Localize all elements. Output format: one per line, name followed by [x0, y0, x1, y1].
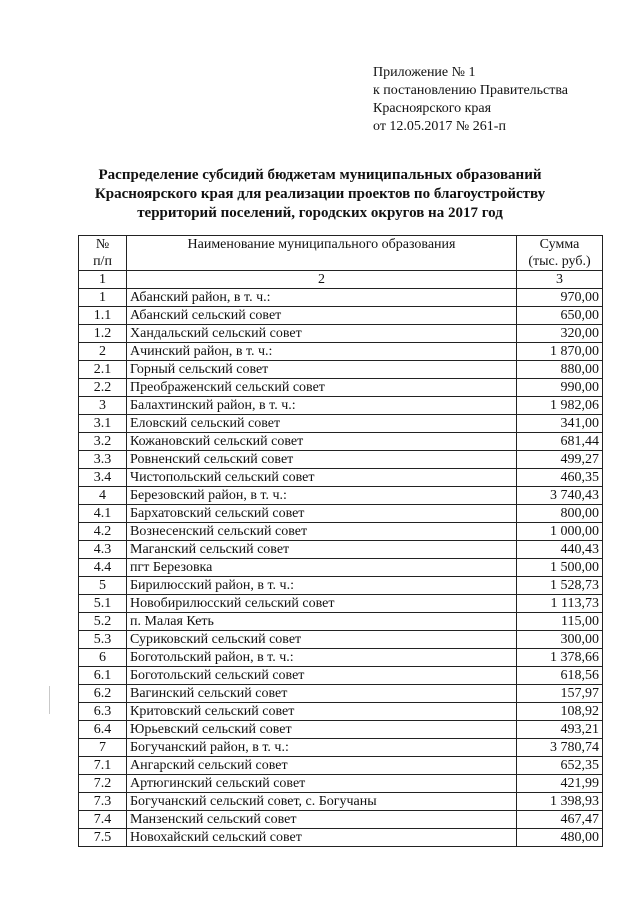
header-sum-line-1: Сумма: [539, 237, 580, 252]
title-line-1: Распределение субсидий бюджетам муниципальных образований: [98, 167, 542, 183]
header-name: Наименование муниципального образования: [127, 236, 517, 271]
row-number: 7.5: [79, 829, 127, 847]
table-row: [79, 703, 603, 721]
table-row: [79, 541, 603, 559]
table-row: [79, 811, 603, 829]
table-header-row: [79, 236, 603, 271]
appendix-resolution-ref: к постановлению Правительства: [373, 83, 569, 98]
table-row: [79, 325, 603, 343]
title-line-2: Красноярского края для реализации проектов по благоустройству: [94, 186, 546, 202]
table-row: [79, 793, 603, 811]
row-name: Балахтинский район, в т. ч.:: [127, 397, 517, 415]
row-name: Боготольский сельский совет: [127, 667, 517, 685]
row-number: 1.2: [79, 325, 127, 343]
table-row: [79, 613, 603, 631]
row-sum: 618,56: [517, 667, 603, 685]
table-row: [79, 829, 603, 847]
row-number: 1: [79, 289, 127, 307]
table-row: [79, 289, 603, 307]
row-name: Березовский район, в т. ч.:: [127, 487, 517, 505]
row-sum: 1 870,00: [517, 343, 603, 361]
row-sum: 3 780,74: [517, 739, 603, 757]
row-name: Кожановский сельский совет: [127, 433, 517, 451]
row-number: 4: [79, 487, 127, 505]
row-sum: 3 740,43: [517, 487, 603, 505]
row-number: 4.1: [79, 505, 127, 523]
row-sum: 681,44: [517, 433, 603, 451]
row-name: Новобирилюсский сельский совет: [127, 595, 517, 613]
table-row: [79, 721, 603, 739]
row-number: 6.1: [79, 667, 127, 685]
row-number: 7: [79, 739, 127, 757]
row-sum: 800,00: [517, 505, 603, 523]
header-number-line-2: п/п: [93, 254, 112, 269]
row-sum: 320,00: [517, 325, 603, 343]
margin-mark: [49, 686, 50, 714]
row-sum: 499,27: [517, 451, 603, 469]
row-sum: 493,21: [517, 721, 603, 739]
row-name: п. Малая Кеть: [127, 613, 517, 631]
table-row: [79, 649, 603, 667]
row-name: Богучанский сельский совет, с. Богучаны: [127, 793, 517, 811]
row-number: 4.4: [79, 559, 127, 577]
row-number: 7.3: [79, 793, 127, 811]
row-name: Ачинский район, в т. ч.:: [127, 343, 517, 361]
table-row: [79, 595, 603, 613]
table-row: [79, 451, 603, 469]
table-row: [79, 739, 603, 757]
row-name: Критовский сельский совет: [127, 703, 517, 721]
row-number: 5: [79, 577, 127, 595]
column-index-2: 2: [127, 271, 517, 289]
row-sum: 1 528,73: [517, 577, 603, 595]
document-title: [60, 166, 580, 223]
row-number: 2.2: [79, 379, 127, 397]
table-row: [79, 415, 603, 433]
row-sum: 1 378,66: [517, 649, 603, 667]
row-number: 2: [79, 343, 127, 361]
appendix-number: Приложение № 1: [373, 65, 476, 80]
row-name: Горный сельский совет: [127, 361, 517, 379]
column-index-3: 3: [517, 271, 603, 289]
table-row: [79, 667, 603, 685]
row-number: 5.2: [79, 613, 127, 631]
table-row: [79, 631, 603, 649]
row-number: 2.1: [79, 361, 127, 379]
row-name: Чистопольский сельский совет: [127, 469, 517, 487]
table-row: [79, 505, 603, 523]
row-number: 1.1: [79, 307, 127, 325]
row-sum: 341,00: [517, 415, 603, 433]
row-sum: 157,97: [517, 685, 603, 703]
row-sum: 1 982,06: [517, 397, 603, 415]
header-sum-line-2: (тыс. руб.): [528, 254, 591, 269]
row-name: Богучанский район, в т. ч.:: [127, 739, 517, 757]
table-row: [79, 307, 603, 325]
row-name: пгт Березовка: [127, 559, 517, 577]
table-row: [79, 487, 603, 505]
row-sum: 650,00: [517, 307, 603, 325]
row-number: 3.3: [79, 451, 127, 469]
row-name: Артюгинский сельский совет: [127, 775, 517, 793]
row-number: 3.1: [79, 415, 127, 433]
row-sum: 115,00: [517, 613, 603, 631]
column-index-row: [79, 271, 603, 289]
row-name: Новохайский сельский совет: [127, 829, 517, 847]
header-number-line-1: №: [95, 237, 110, 252]
column-index-1: 1: [79, 271, 127, 289]
row-name: Ровненский сельский совет: [127, 451, 517, 469]
table-row: [79, 775, 603, 793]
row-sum: 421,99: [517, 775, 603, 793]
table-row: [79, 361, 603, 379]
row-name: Боготольский район, в т. ч.:: [127, 649, 517, 667]
row-number: 6.4: [79, 721, 127, 739]
row-name: Абанский сельский совет: [127, 307, 517, 325]
row-number: 4.2: [79, 523, 127, 541]
row-name: Ангарский сельский совет: [127, 757, 517, 775]
table-row: [79, 757, 603, 775]
row-sum: 1 398,93: [517, 793, 603, 811]
row-number: 4.3: [79, 541, 127, 559]
subsidy-table: [78, 235, 603, 847]
row-sum: 108,92: [517, 703, 603, 721]
appendix-header: [373, 64, 568, 136]
row-number: 7.1: [79, 757, 127, 775]
row-sum: 970,00: [517, 289, 603, 307]
row-name: Вагинский сельский совет: [127, 685, 517, 703]
row-name: Суриковский сельский совет: [127, 631, 517, 649]
appendix-region: Красноярского края: [373, 101, 492, 116]
header-number: [79, 236, 127, 271]
row-sum: 480,00: [517, 829, 603, 847]
table-row: [79, 397, 603, 415]
row-name: Еловский сельский совет: [127, 415, 517, 433]
row-number: 7.4: [79, 811, 127, 829]
table-row: [79, 343, 603, 361]
table-row: [79, 433, 603, 451]
row-number: 5.1: [79, 595, 127, 613]
table-body: [79, 289, 603, 847]
row-sum: 652,35: [517, 757, 603, 775]
row-sum: 880,00: [517, 361, 603, 379]
row-sum: 1 500,00: [517, 559, 603, 577]
row-sum: 1 113,73: [517, 595, 603, 613]
row-number: 6.2: [79, 685, 127, 703]
row-name: Вознесенский сельский совет: [127, 523, 517, 541]
header-sum: [517, 236, 603, 271]
table-row: [79, 523, 603, 541]
row-sum: 990,00: [517, 379, 603, 397]
row-name: Бирилюсский район, в т. ч.:: [127, 577, 517, 595]
row-sum: 440,43: [517, 541, 603, 559]
table-row: [79, 379, 603, 397]
row-number: 7.2: [79, 775, 127, 793]
row-number: 3: [79, 397, 127, 415]
row-name: Маганский сельский совет: [127, 541, 517, 559]
row-name: Абанский район, в т. ч.:: [127, 289, 517, 307]
appendix-date: от 12.05.2017 № 261-п: [373, 119, 506, 134]
row-number: 5.3: [79, 631, 127, 649]
table-row: [79, 577, 603, 595]
row-name: Бархатовский сельский совет: [127, 505, 517, 523]
row-number: 6.3: [79, 703, 127, 721]
row-name: Манзенский сельский совет: [127, 811, 517, 829]
row-sum: 300,00: [517, 631, 603, 649]
row-sum: 460,35: [517, 469, 603, 487]
row-sum: 467,47: [517, 811, 603, 829]
row-name: Преображенский сельский совет: [127, 379, 517, 397]
row-number: 3.2: [79, 433, 127, 451]
row-name: Юрьевский сельский совет: [127, 721, 517, 739]
row-number: 3.4: [79, 469, 127, 487]
table-row: [79, 559, 603, 577]
row-number: 6: [79, 649, 127, 667]
title-line-3: территорий поселений, городских округов на 2017 год: [137, 205, 503, 221]
row-sum: 1 000,00: [517, 523, 603, 541]
row-name: Хандальский сельский совет: [127, 325, 517, 343]
table-row: [79, 469, 603, 487]
table-row: [79, 685, 603, 703]
